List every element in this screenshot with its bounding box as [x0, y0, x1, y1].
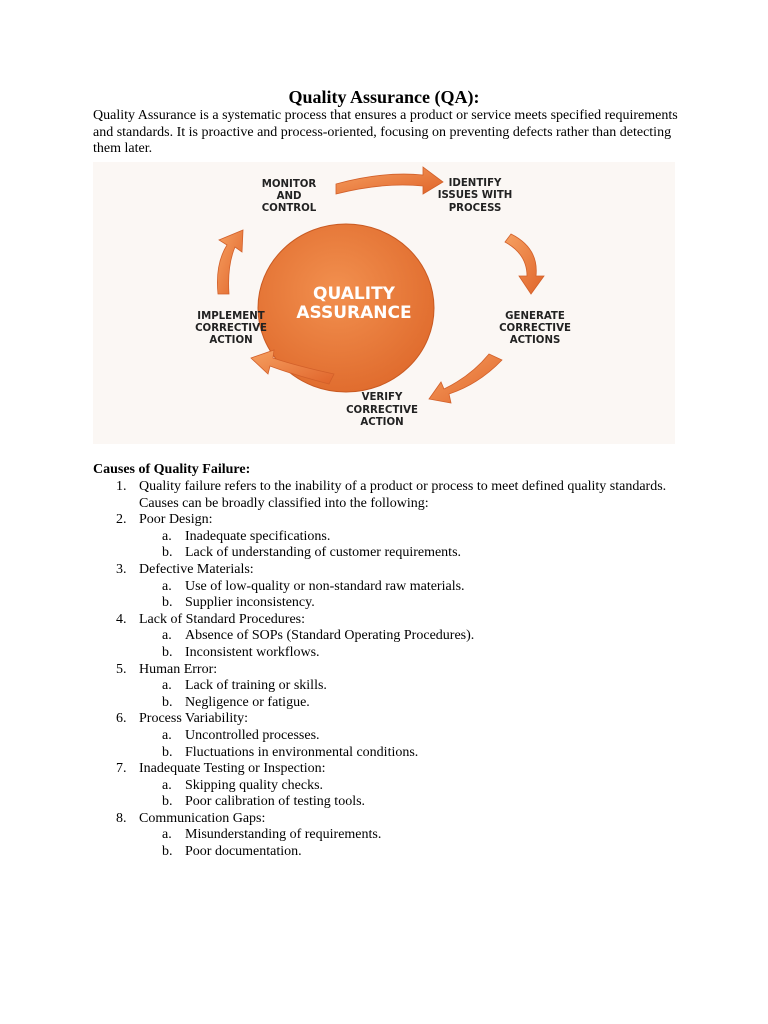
list-item-text: Communication Gaps:: [139, 810, 266, 826]
page-title: Quality Assurance (QA):: [288, 87, 480, 107]
list-item: [93, 612, 693, 629]
sub-letter: a.: [162, 528, 172, 544]
center-label-line-2: ASSURANCE: [296, 303, 412, 323]
sub-item-text: Uncontrolled processes.: [185, 727, 320, 743]
sub-item-text: Inconsistent workflows.: [185, 644, 320, 660]
step-generate-corrective-actions: [499, 311, 571, 346]
step-monitor-and-control: [262, 179, 317, 214]
list-item-text: Inadequate Testing or Inspection:: [139, 761, 326, 777]
arrow-top: [336, 167, 443, 194]
step-label: CONTROL: [261, 203, 317, 214]
sub-letter: b.: [162, 744, 173, 760]
sub-item-text: Fluctuations in environmental conditions.: [185, 744, 419, 760]
sub-item-text: Use of low-quality or non-standard raw materials.: [185, 578, 465, 594]
sub-list-item: [93, 545, 693, 562]
sub-list-item: [93, 778, 693, 795]
step-verify-corrective-action: [346, 392, 418, 428]
list-number: 2.: [116, 512, 127, 528]
sub-item-text: Lack of training or skills.: [185, 678, 327, 694]
sub-letter: b.: [162, 545, 173, 561]
sub-item-text: Absence of SOPs (Standard Operating Procedures).: [185, 628, 475, 644]
step-label: IMPLEMENT: [197, 311, 265, 322]
sub-letter: a.: [162, 678, 172, 694]
list-item: [93, 562, 693, 579]
list-item-text: Process Variability:: [139, 711, 249, 727]
list-number: 4.: [116, 611, 127, 627]
sub-list-item: [93, 745, 693, 762]
sub-letter: a.: [162, 727, 172, 743]
sub-item-text: Misunderstanding of requirements.: [185, 827, 382, 843]
list-item: [93, 512, 693, 529]
sub-item-text: Inadequate specifications.: [185, 528, 331, 544]
step-label: IDENTIFY: [448, 178, 502, 189]
list-number: 5.: [116, 661, 127, 677]
list-item: [93, 711, 693, 728]
sub-list-item: [93, 728, 693, 745]
arrow-right-lower: [429, 354, 502, 403]
list-number: 6.: [116, 711, 127, 727]
step-implement-corrective-action: [195, 311, 267, 346]
list-item: [93, 811, 693, 828]
step-label: MONITOR: [261, 179, 317, 190]
sub-list-item: [93, 678, 693, 695]
qa-cycle-svg: [93, 162, 675, 444]
step-label: ACTION: [360, 417, 404, 428]
sub-letter: b.: [162, 595, 173, 611]
sub-item-text: Poor calibration of testing tools.: [185, 794, 366, 810]
sub-letter: a.: [162, 777, 172, 793]
sub-letter: b.: [162, 694, 173, 710]
step-label: ISSUES WITH: [437, 190, 513, 201]
qa-cycle-diagram: [93, 162, 675, 444]
list-item-text: Defective Materials:: [139, 561, 254, 577]
sub-item-text: Lack of understanding of customer requirements.: [185, 545, 462, 561]
list-number: 7.: [116, 761, 127, 777]
sub-letter: a.: [162, 628, 172, 644]
list-item-text: Quality failure refers to the inability of a product or process to meet defined quality standards. Causes can be broadly classified into the following:: [139, 479, 667, 511]
sub-list-item: [93, 579, 693, 596]
sub-list-item: [93, 628, 693, 645]
step-label: VERIFY: [361, 392, 403, 403]
sub-letter: a.: [162, 827, 172, 843]
step-label: PROCESS: [448, 203, 502, 214]
sub-item-text: Poor documentation.: [185, 844, 302, 860]
intro-paragraph: Quality Assurance is a systematic process that ensures a product or service meets specified requirements and standards. It is proactive and process-oriented, focusing on preventing defects rather than detecting them later.: [93, 108, 678, 156]
list-item: [93, 479, 693, 512]
step-label: CORRECTIVE: [195, 323, 267, 334]
sub-list-item: [93, 794, 693, 811]
list-item-text: Human Error:: [139, 661, 218, 677]
sub-letter: b.: [162, 844, 173, 860]
sub-letter: b.: [162, 644, 173, 660]
step-label: ACTION: [209, 335, 253, 346]
list-item-text: Lack of Standard Procedures:: [139, 611, 305, 627]
list-number: 3.: [116, 561, 127, 577]
list-number: 1.: [116, 479, 127, 494]
sub-item-text: Supplier inconsistency.: [185, 595, 315, 611]
step-label: GENERATE: [505, 311, 565, 322]
sub-list-item: [93, 695, 693, 712]
sub-list-item: [93, 827, 693, 844]
sub-letter: b.: [162, 794, 173, 810]
list-item: [93, 761, 693, 778]
causes-heading: Causes of Quality Failure:: [93, 462, 251, 477]
sub-item-text: Negligence or fatigue.: [185, 694, 310, 710]
step-label: CORRECTIVE: [499, 323, 571, 334]
sub-item-text: Skipping quality checks.: [185, 777, 324, 793]
list-item-text: Poor Design:: [139, 512, 213, 528]
center-label-line-1: QUALITY: [313, 284, 395, 304]
causes-section: [93, 462, 693, 861]
list-number: 8.: [116, 810, 127, 826]
step-identify-issues: [438, 178, 513, 214]
sub-list-item: [93, 844, 693, 861]
arrow-left: [217, 230, 243, 294]
sub-list-item: [93, 529, 693, 546]
sub-list-item: [93, 595, 693, 612]
sub-list-item: [93, 645, 693, 662]
sub-letter: a.: [162, 578, 172, 594]
step-label: ACTIONS: [509, 335, 561, 346]
step-label: AND: [276, 191, 302, 202]
step-label: CORRECTIVE: [346, 405, 418, 416]
arrow-right-upper: [505, 234, 544, 294]
list-item: [93, 662, 693, 679]
